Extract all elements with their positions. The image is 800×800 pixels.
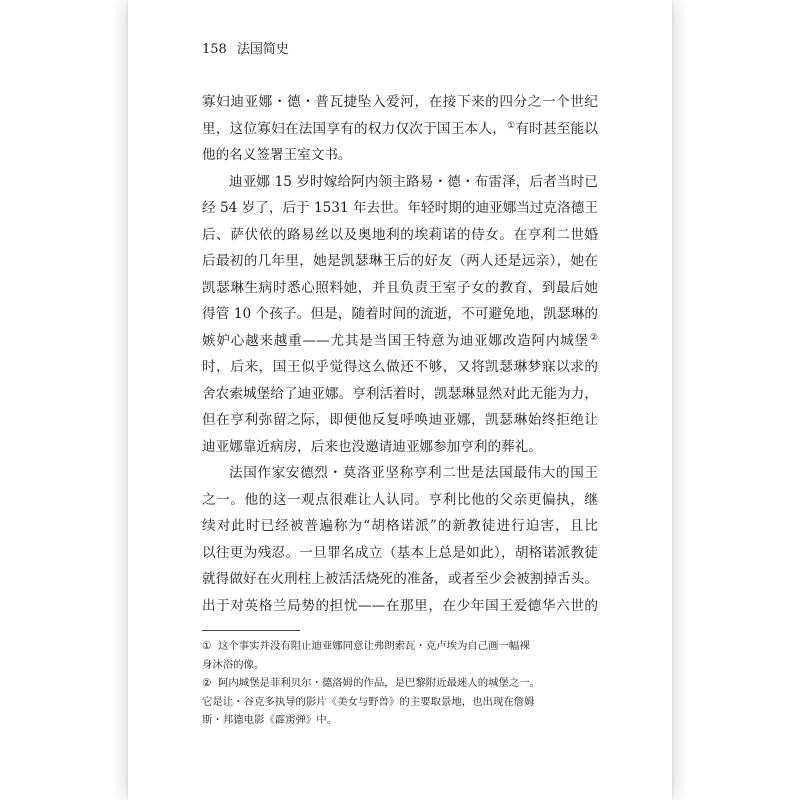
- text-line: [202, 222, 598, 249]
- text-line-content: 但在亨利弥留之际，即便他反复呼唤迪亚娜，凯瑟琳始终拒绝让: [202, 412, 598, 428]
- text-line: [202, 248, 598, 275]
- footnote-text: 阿内城堡是菲利贝尔・德洛姆的作品，是巴黎附近最迷人的城堡之一。: [218, 677, 541, 689]
- text-line-content: 经 54 岁了，后于 1531 年去世。年轻时期的迪亚娜当过克洛德王: [202, 200, 598, 216]
- footnote-reference: ②: [589, 332, 598, 343]
- book-title: 法国简史: [236, 42, 289, 57]
- book-page: [128, 0, 672, 800]
- text-line-content: 迪亚娜 15 岁时嫁给阿内领主路易・德・布雷泽，后者当时已: [229, 173, 598, 190]
- text-line: [202, 116, 598, 143]
- footnote-separator: [202, 630, 300, 631]
- text-line: [202, 434, 598, 461]
- text-line: [202, 487, 598, 514]
- text-line: [202, 275, 598, 302]
- text-line: [202, 195, 598, 222]
- text-line: [202, 328, 598, 355]
- page-number: 158: [202, 42, 227, 57]
- text-line-content: 后最初的几年里，她是凯瑟琳王后的好友（两人还是远亲），她在: [202, 253, 598, 269]
- text-line-content: 里，这位寡妇在法国享有的权力仅次于国王本人，: [202, 120, 507, 137]
- footnote-line: [202, 637, 598, 656]
- footnote-text: 这个事实并没有阻止迪亚娜同意让弗朗索瓦・克卢埃为自己画一幅裸: [218, 640, 530, 652]
- footnote-marker: ①: [202, 640, 212, 652]
- footnote-line: [202, 656, 598, 675]
- text-line: [202, 407, 598, 434]
- text-line-content: 之一。他的这一观点很难让人认同。亨利比他的父亲更偏执，继: [202, 491, 598, 508]
- footnote-line: [202, 693, 598, 712]
- footnotes: [202, 637, 598, 730]
- text-line: [202, 169, 598, 196]
- footnote-line: [202, 711, 598, 730]
- text-line: [202, 566, 598, 593]
- text-line-content: 出于对英格兰局势的担忧——在那里，在少年国王爱德华六世的: [202, 597, 598, 614]
- text-line-content: 有时甚至能以: [515, 120, 598, 137]
- footnote-text: 它是让・谷克多执导的影片《美女与野兽》的主要取景地，也出现在詹姆: [202, 695, 535, 708]
- footnote-marker: ②: [202, 677, 212, 689]
- text-line: [202, 89, 598, 116]
- running-head: [202, 42, 289, 58]
- footnote-text: 斯・邦德电影《霹雳弹》中。: [202, 714, 338, 726]
- text-line-content: 后、萨伏依的路易丝以及奥地利的埃莉诺的侍女。在亨利二世婚: [202, 226, 598, 243]
- text-line-content: 迪亚娜靠近病房，后来也没邀请迪亚娜参加亨利的葬礼。: [202, 438, 542, 455]
- text-line-content: 时，后来，国王似乎觉得这么做还不够，又将凯瑟琳梦寐以求的: [202, 359, 598, 375]
- text-line: [202, 460, 598, 487]
- text-line: [202, 540, 598, 567]
- text-line: [202, 593, 598, 620]
- text-line-content: 他的名义签署王室文书。: [202, 147, 352, 163]
- text-line-content: 续对此时已经被普遍称为“胡格诺派”的新教徒进行迫害，且比: [202, 518, 598, 534]
- body-text: [202, 89, 598, 619]
- text-line-content: 得管 10 个孩子。但是，随着时间的流逝，不可避免地，凯瑟琳的: [202, 306, 598, 322]
- text-line: [202, 513, 598, 540]
- text-line-content: 法国作家安德烈・莫洛亚坚称亨利二世是法国最伟大的国王: [229, 465, 598, 481]
- text-line-content: 就得做好在火刑柱上被活活烧死的准备，或者至少会被割掉舌头。: [202, 571, 598, 587]
- footnote-reference: ①: [507, 120, 516, 131]
- text-line: [202, 301, 598, 328]
- text-line-content: 舍农索城堡给了迪亚娜。亨利活着时，凯瑟琳显然对此无能为力，: [202, 385, 598, 402]
- text-line-content: 寡妇迪亚娜・德・普瓦捷坠入爱河，在接下来的四分之一个世纪: [202, 94, 598, 110]
- footnote-text: 身沐浴的像。: [202, 658, 265, 671]
- footnote-line: [202, 674, 598, 693]
- text-line: [202, 381, 598, 408]
- text-line: [202, 142, 598, 169]
- text-line: [202, 354, 598, 381]
- text-line-content: 凯瑟琳生病时悉心照料她，并且负责王室子女的教育，到最后她: [202, 279, 598, 296]
- text-line-content: 嫉妒心越来越重——尤其是当国王特意为迪亚娜改造阿内城堡: [202, 332, 589, 349]
- text-line-content: 以往更为残忍。一旦罪名成立（基本上总是如此），胡格诺派教徒: [202, 544, 598, 561]
